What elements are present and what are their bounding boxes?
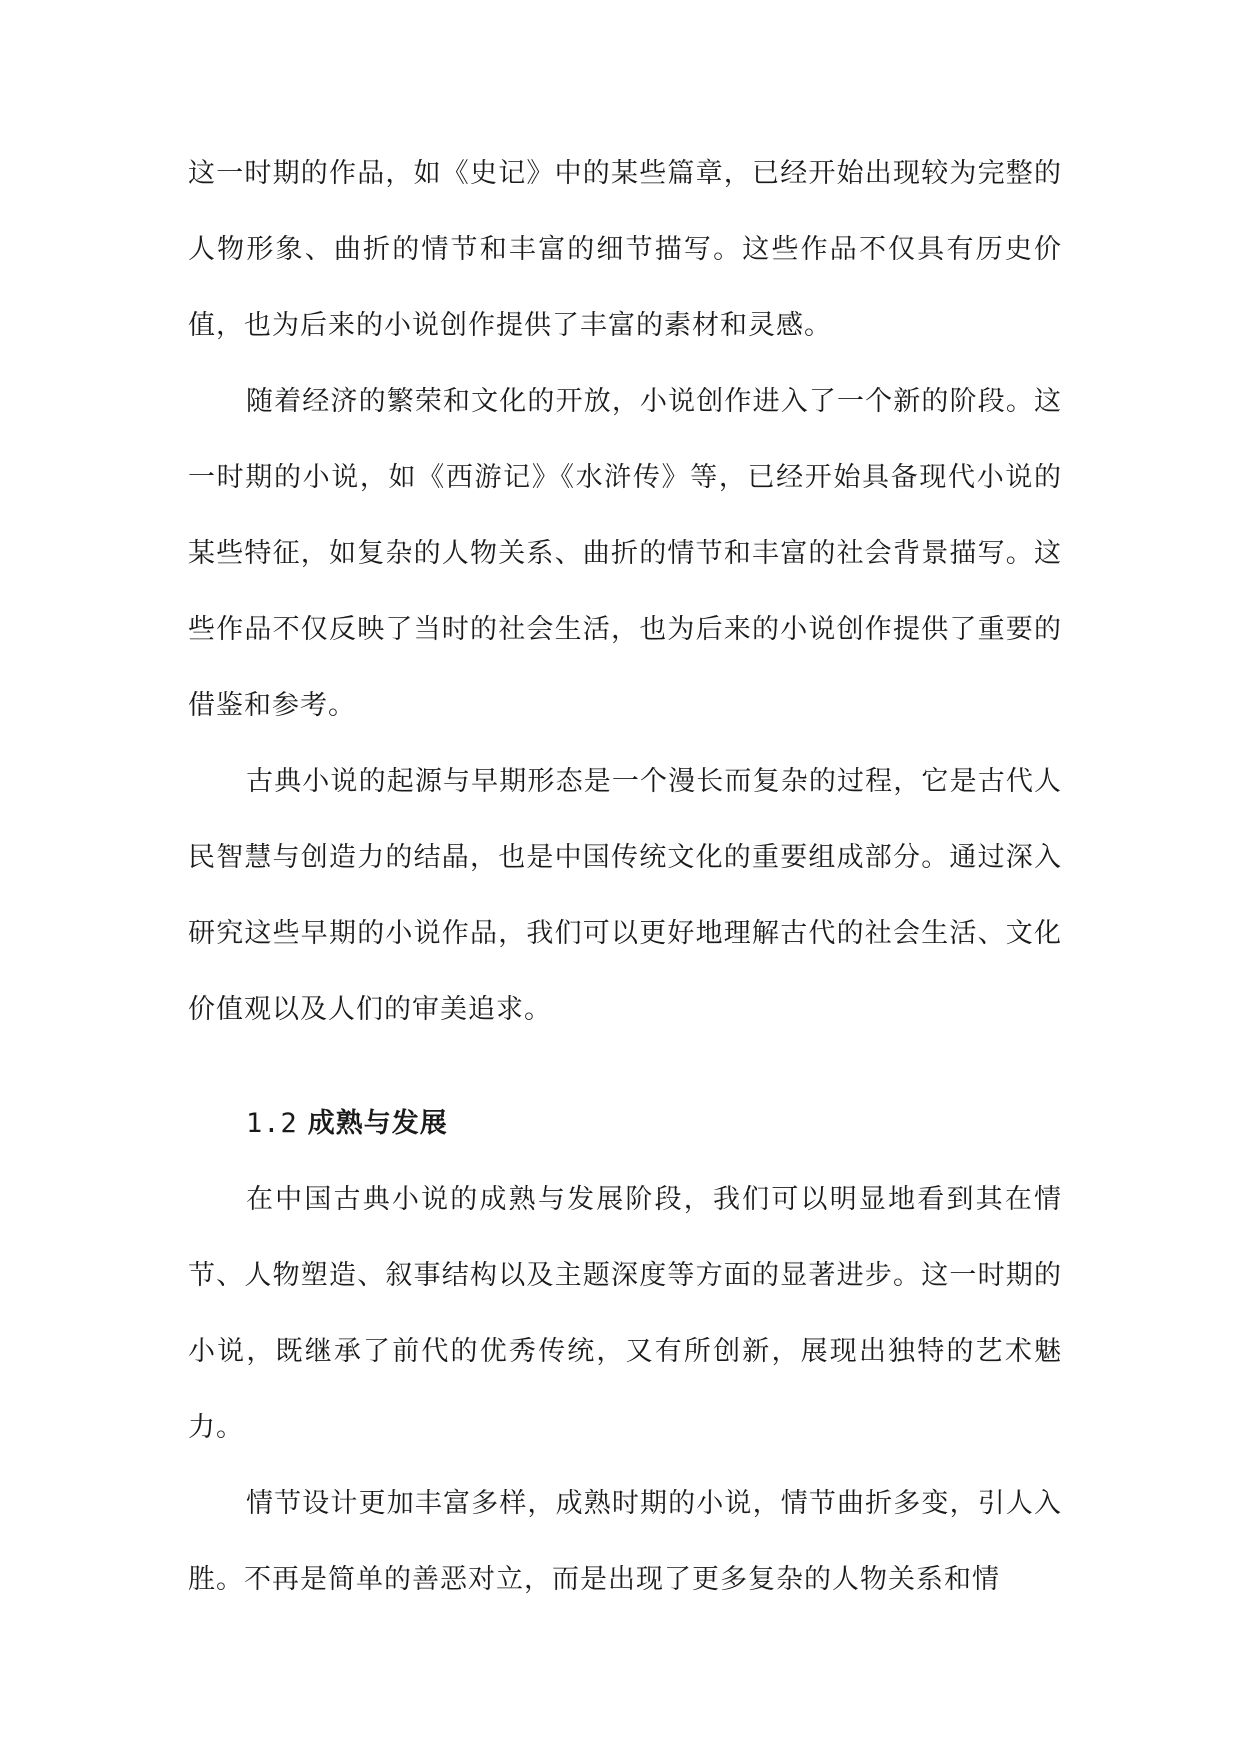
paragraph: 情节设计更加丰富多样，成熟时期的小说，情节曲折多变，引人入胜。不再是简单的善恶对立，而是出现了更多复杂的人物关系和情 xyxy=(188,1488,1062,1595)
paragraph: 在中国古典小说的成熟与发展阶段，我们可以明显地看到其在情节、人物塑造、叙事结构以及主题深度等方面的显著进步。这一时期的小说，既继承了前代的优秀传统，又有所创新，展现出独特的艺术魅力。 xyxy=(188,1184,1062,1443)
section-heading xyxy=(188,1086,1062,1162)
section-title: 成熟与发展 xyxy=(307,1108,448,1139)
paragraph: 古典小说的起源与早期形态是一个漫长而复杂的过程，它是古代人民智慧与创造力的结晶，也是中国传统文化的重要组成部分。通过深入研究这些早期的小说作品，我们可以更好地理解古代的社会生活、文化价值观以及人们的审美追求。 xyxy=(188,766,1062,1025)
section-number: 1.2 xyxy=(246,1108,298,1139)
paragraph: 随着经济的繁荣和文化的开放，小说创作进入了一个新的阶段。这一时期的小说，如《西游记》《水浒传》等，已经开始具备现代小说的某些特征，如复杂的人物关系、曲折的情节和丰富的社会背景描写。这些作品不仅反映了当时的社会生活，也为后来的小说创作提供了重要的借鉴和参考。 xyxy=(188,386,1062,721)
paragraph-continuation: 这一时期的作品，如《史记》中的某些篇章，已经开始出现较为完整的人物形象、曲折的情节和丰富的细节描写。这些作品不仅具有历史价值，也为后来的小说创作提供了丰富的素材和灵感。 xyxy=(188,158,1062,341)
document-body xyxy=(188,136,1062,1618)
